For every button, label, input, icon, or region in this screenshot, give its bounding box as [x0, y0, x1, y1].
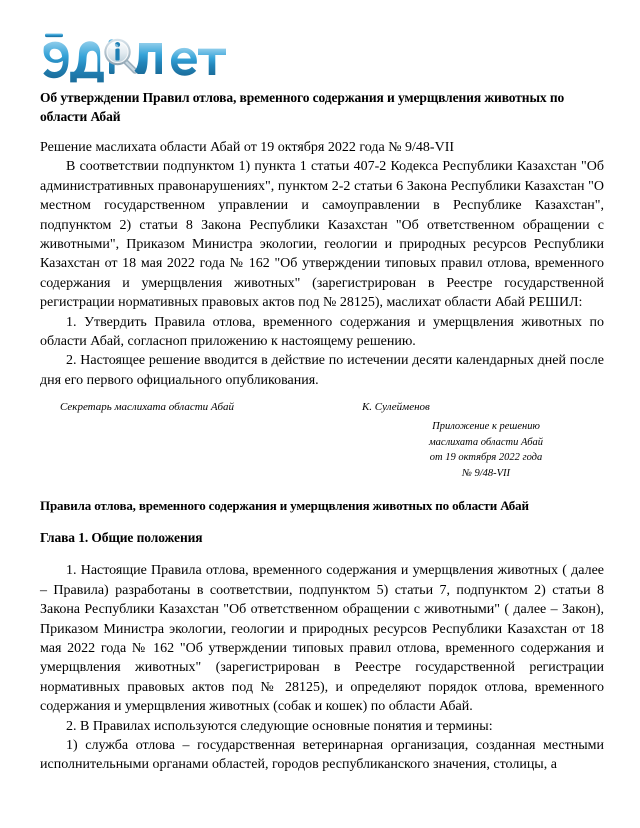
clause-2-paragraph: 2. Настоящее решение вводится в действие по истечении десяти календарных дней после дня его первого официального опубликования. [40, 353, 604, 388]
rules-clause-1-paragraph: 1. Настоящие Правила отлова, временного содержания и умерщвления животных ( далее – Правила) разработаны в соответствии, подпунктом 5) статьи 7, подпунктом 2) статьи 8 Закона Республики Казахстан "Об ответственном обращении с животными" ( далее – Закон), Приказом Министра экологии, геологии и природных ресурсов Республики Казахстан от 18 мая 2022 года № 162 "Об утверждении типовых правил отлова, временного содержания и умерщвления животных" (зарегистрирован в Реестре государственной регистрации нормативных правовых актов под № 28125), и определяют порядок отлова, временного содержания и умерщвления животных (собак и кошек) по области Абай. [40, 563, 604, 715]
decision-reference: Решение маслихата области Абай от 19 октября 2022 года № 9/48-VII [40, 140, 455, 155]
chapter-heading: Глава 1. Общие положения [40, 530, 203, 546]
spacer [40, 481, 604, 497]
page-title: Об утверждении Правил отлова, временного содержания и умерщвления животных по области Абай [40, 90, 565, 124]
signatory-position: Секретарь маслихата области Абай [60, 401, 234, 414]
adilet-logo-icon [38, 30, 238, 86]
appendix-line-4: № 9/48-VII [461, 467, 511, 479]
document-body [40, 88, 604, 775]
rules-title: Правила отлова, временного содержания и умерщвления животных по области Абай [40, 498, 529, 514]
rules-clause-2-item-1-paragraph: 1) служба отлова – государственная ветеринарная организация, созданная местными исполнительными органами областей, городов республиканского значения, столицы, а [40, 737, 604, 773]
adilet-logo[interactable] [38, 30, 238, 86]
signatory-name: К. Сулейменов [362, 401, 430, 414]
appendix-block [376, 419, 596, 481]
clause-1-paragraph: 1. Утвердить Правила отлова, временного содержания и умерщвления животных по области Абай, согласноп приложению к настоящему решению. [40, 314, 604, 350]
rules-clause-2-paragraph: 2. В Правилах используются следующие основные понятия и термины: [66, 718, 493, 734]
spacer [40, 515, 604, 529]
appendix-line-1: Приложение к решению [432, 421, 540, 433]
appendix-line-2: маслихата области Абай [428, 436, 544, 448]
preamble-paragraph: В соответствии подпунктом 1) пункта 1 статьи 407-2 Кодекса Республики Казахстан "Об административных правонарушениях", пунктом 2-2 статьи 6 Закона Республики Казахстан "О местном государственном управлении и самоуправлении в Республике Казахстан", подпунктом 2) статьи 8 Закона Республики Казахстан "Об ответственном обращении с животными", Приказом Министра экологии, геологии и природных ресурсов Республики Казахстан от 18 мая 2022 года № 162 "Об утверждении типовых правил отлова, временного содержания и умерщвления животных" (зарегистрирован в Реестре государственной регистрации нормативных правовых актов под № 28125), маслихат области Абай РЕШИЛ: [40, 159, 604, 311]
spacer [40, 547, 604, 561]
signature-row [40, 400, 604, 416]
appendix-line-3: от 19 октября 2022 года [429, 452, 543, 464]
